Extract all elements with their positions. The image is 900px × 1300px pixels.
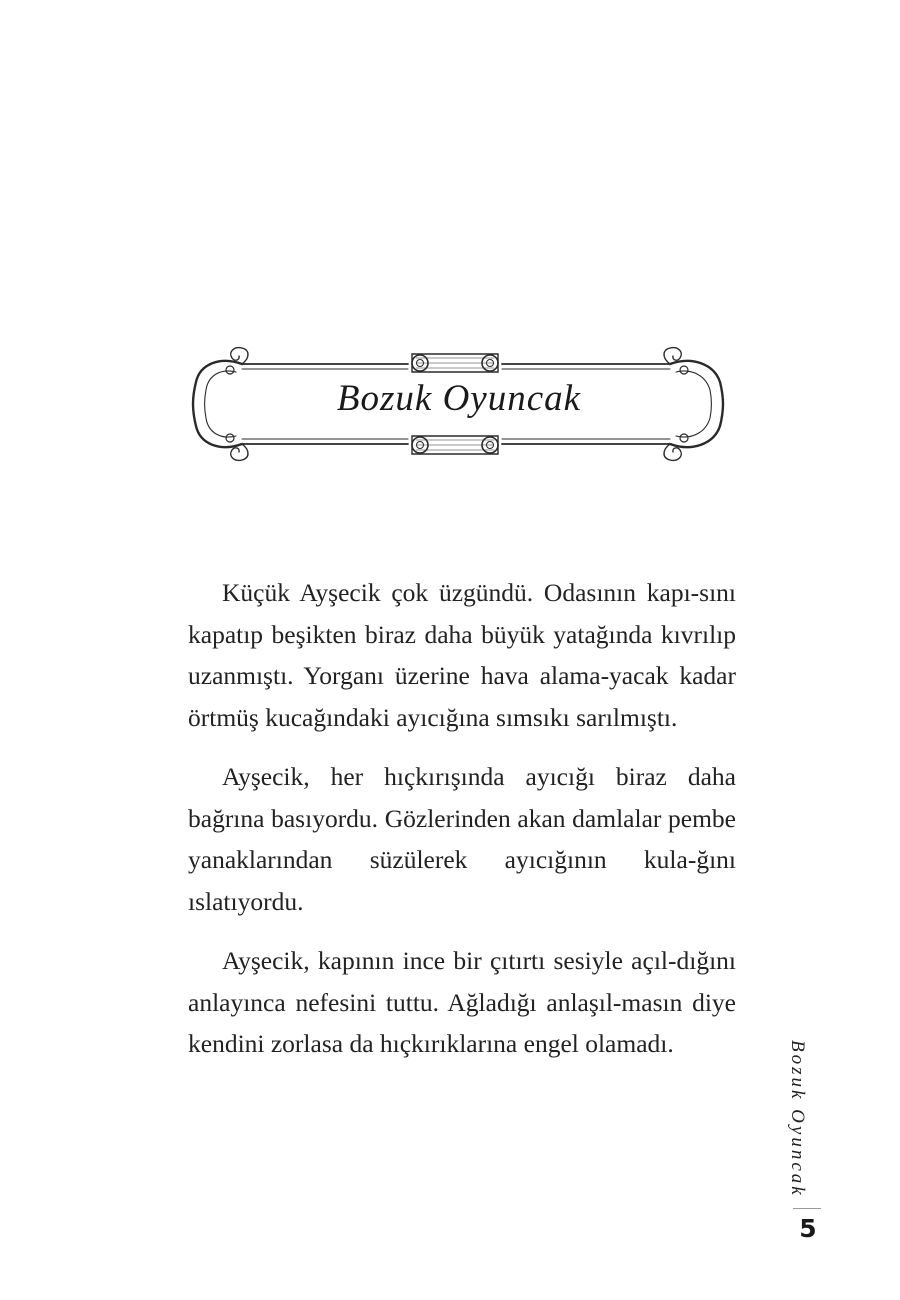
paragraph: Ayşecik, kapının ince bir çıtırtı sesiyle açıl-dığını anlayınca nefesini tuttu. Ağladığı anlaşıl-masın diye kendini zorlasa da hıçkırıklarına engel olamadı. bbox=[188, 946, 736, 1058]
running-head-text: Bozuk Oyuncak bbox=[787, 1040, 808, 1198]
folio-divider bbox=[793, 1208, 821, 1209]
running-head bbox=[788, 1040, 828, 1208]
body-text bbox=[188, 572, 736, 1083]
page-number: 5 bbox=[799, 1214, 817, 1243]
paragraph: Ayşecik, her hıçkırışında ayıcığı biraz daha bağrına basıyordu. Gözlerinden akan damlalar pembe yanaklarından süzülerek ayıcığının kula-ğını ıslatıyordu. bbox=[188, 762, 736, 916]
chapter-title: Bozuk Oyuncak bbox=[336, 378, 582, 419]
paragraph: Küçük Ayşecik çok üzgündü. Odasının kapı-sını kapatıp beşikten biraz daha büyük yatağında kıvrılıp uzanmıştı. Yorganı üzerine hava alama-yacak kadar örtmüş kucağındaki ayıcığına sımsıkı sarılmıştı. bbox=[188, 578, 736, 732]
